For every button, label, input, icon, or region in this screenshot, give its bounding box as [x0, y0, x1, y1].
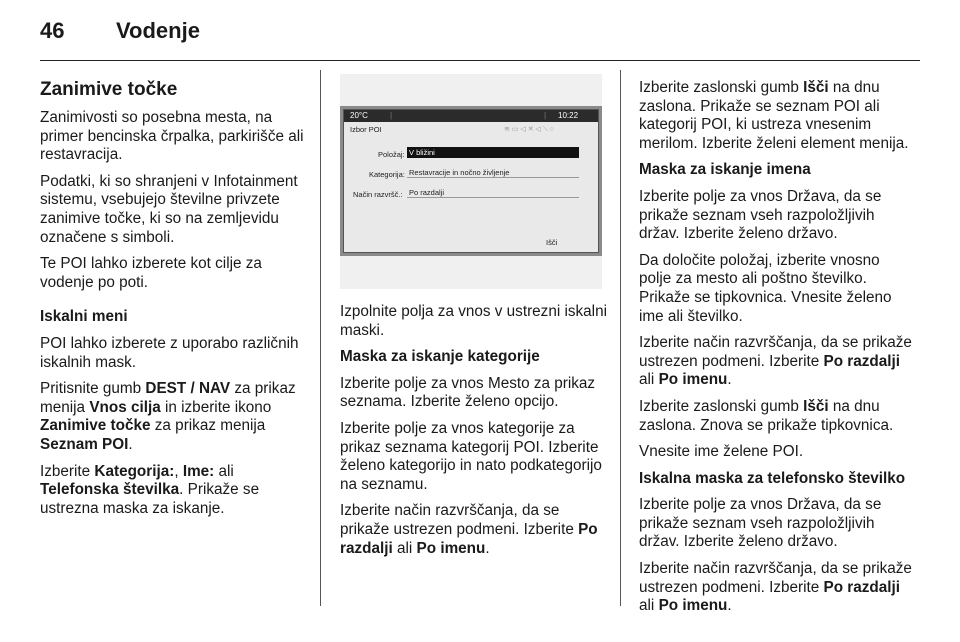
paragraph: Izpolnite polja za vnos v ustrezni iskalni maski. — [340, 303, 607, 339]
header-rule — [40, 60, 920, 61]
search-button[interactable]: Išči — [546, 238, 558, 247]
paragraph: Izberite zaslonski gumb Išči na dnu zaslona. Znova se prikaže tipkovnica. — [639, 397, 894, 434]
page-header — [40, 18, 200, 44]
paragraph: Pritisnite gumb DEST / NAV za prikaz menija Vnos cilja in izberite ikono Zanimive točke za prikaz menija Seznam POI. — [40, 380, 296, 453]
paragraph: Izberite način razvrščanja, da se prikaže ustrezen podmeni. Izberite Po razdalji ali Po imenu. — [639, 334, 912, 389]
sort-label: Način razvršč.: — [353, 190, 403, 199]
paragraph: Podatki, ki so shranjeni v Infotainment sistemu, vsebujejo številne privzete zanimive točke, ki so na zemljevidu označene s simboli. — [40, 172, 298, 246]
location-field[interactable]: V bližini — [407, 147, 579, 158]
subheading: Maska za iskanje kategorije — [340, 348, 540, 366]
paragraph: Izberite zaslonski gumb Išči na dnu zaslona. Prikaže se seznam POI ali kategorij POI, ki ustreza vnesenim merilom. Izberite želeni element menija. — [639, 79, 909, 152]
category-label: Kategorija: — [369, 170, 405, 179]
column-divider-2 — [620, 70, 621, 606]
section-heading: Zanimive točke — [40, 79, 178, 100]
paragraph: POI lahko izberete z uporabo različnih iskalnih mask. — [40, 334, 299, 371]
column-divider-1 — [320, 70, 321, 606]
paragraph: Izberite Kategorija:, Ime: ali Telefonska številka. Prikaže se ustrezna maska za iskanje. — [40, 462, 260, 517]
status-icons: ≋ ▭ ◁ ✕ ◁ ⟍ ○ — [504, 126, 554, 133]
subheading: Maska za iskanje imena — [639, 161, 811, 179]
paragraph: Da določite položaj, izberite vnosno polje za mesto ali poštno številko. Prikaže se tipkovnica. Vnesite želeno ime ali številko. — [639, 251, 892, 325]
paragraph: Izberite polje za vnos Država, da se prikaže seznam vseh razpoložljivih držav. Izberite želeno državo. — [639, 496, 882, 551]
display-bezel — [340, 106, 602, 256]
display-screen — [343, 109, 599, 253]
poi-screen-figure — [340, 74, 602, 289]
subheading: Iskalni meni — [40, 308, 128, 326]
paragraph: Izberite način razvrščanja, da se prikaže ustrezen podmeni. Izberite Po razdalji ali Po imenu. — [340, 502, 598, 557]
subheading: Iskalna maska za telefonsko številko — [639, 469, 906, 487]
sort-field[interactable]: Po razdalji — [407, 187, 579, 198]
column-1 — [40, 79, 312, 526]
location-label: Položaj: — [378, 150, 405, 159]
paragraph: Izberite polje za vnos Mesto za prikaz seznama. Izberite želeno opcijo. — [340, 374, 596, 411]
paragraph: Izberite polje za vnos Država, da se prikaže seznam vseh razpoložljivih držav. Izberite želeno državo. — [639, 187, 882, 243]
paragraph: Izberite polje za vnos kategorije za prikaz seznama kategorij POI. Izberite želeno kategorijo in nato podkategorijo na seznamu. — [340, 419, 602, 493]
page-number: 46 — [40, 18, 65, 43]
paragraph: Izberite način razvrščanja, da se prikaže ustrezen podmeni. Izberite Po razdalji ali Po imenu. — [639, 560, 912, 615]
clock: 10:22 — [558, 111, 579, 120]
column-3 — [639, 79, 914, 624]
status-bar: 20°C | | 10:22 — [344, 110, 598, 122]
category-field[interactable]: Restavracije in nočno življenje — [407, 167, 579, 178]
section-title: Vodenje — [116, 18, 200, 43]
column-2 — [340, 303, 612, 566]
paragraph: Vnesite ime želene POI. — [639, 443, 804, 461]
paragraph: Zanimivosti so posebna mesta, na primer bencinska črpalka, parkirišče ali restavracija. — [40, 109, 304, 164]
paragraph: Te POI lahko izberete kot cilje za vodenje po poti. — [40, 255, 262, 291]
temperature: 20°C — [350, 111, 368, 120]
screen-title: Izbor POI — [350, 125, 382, 134]
